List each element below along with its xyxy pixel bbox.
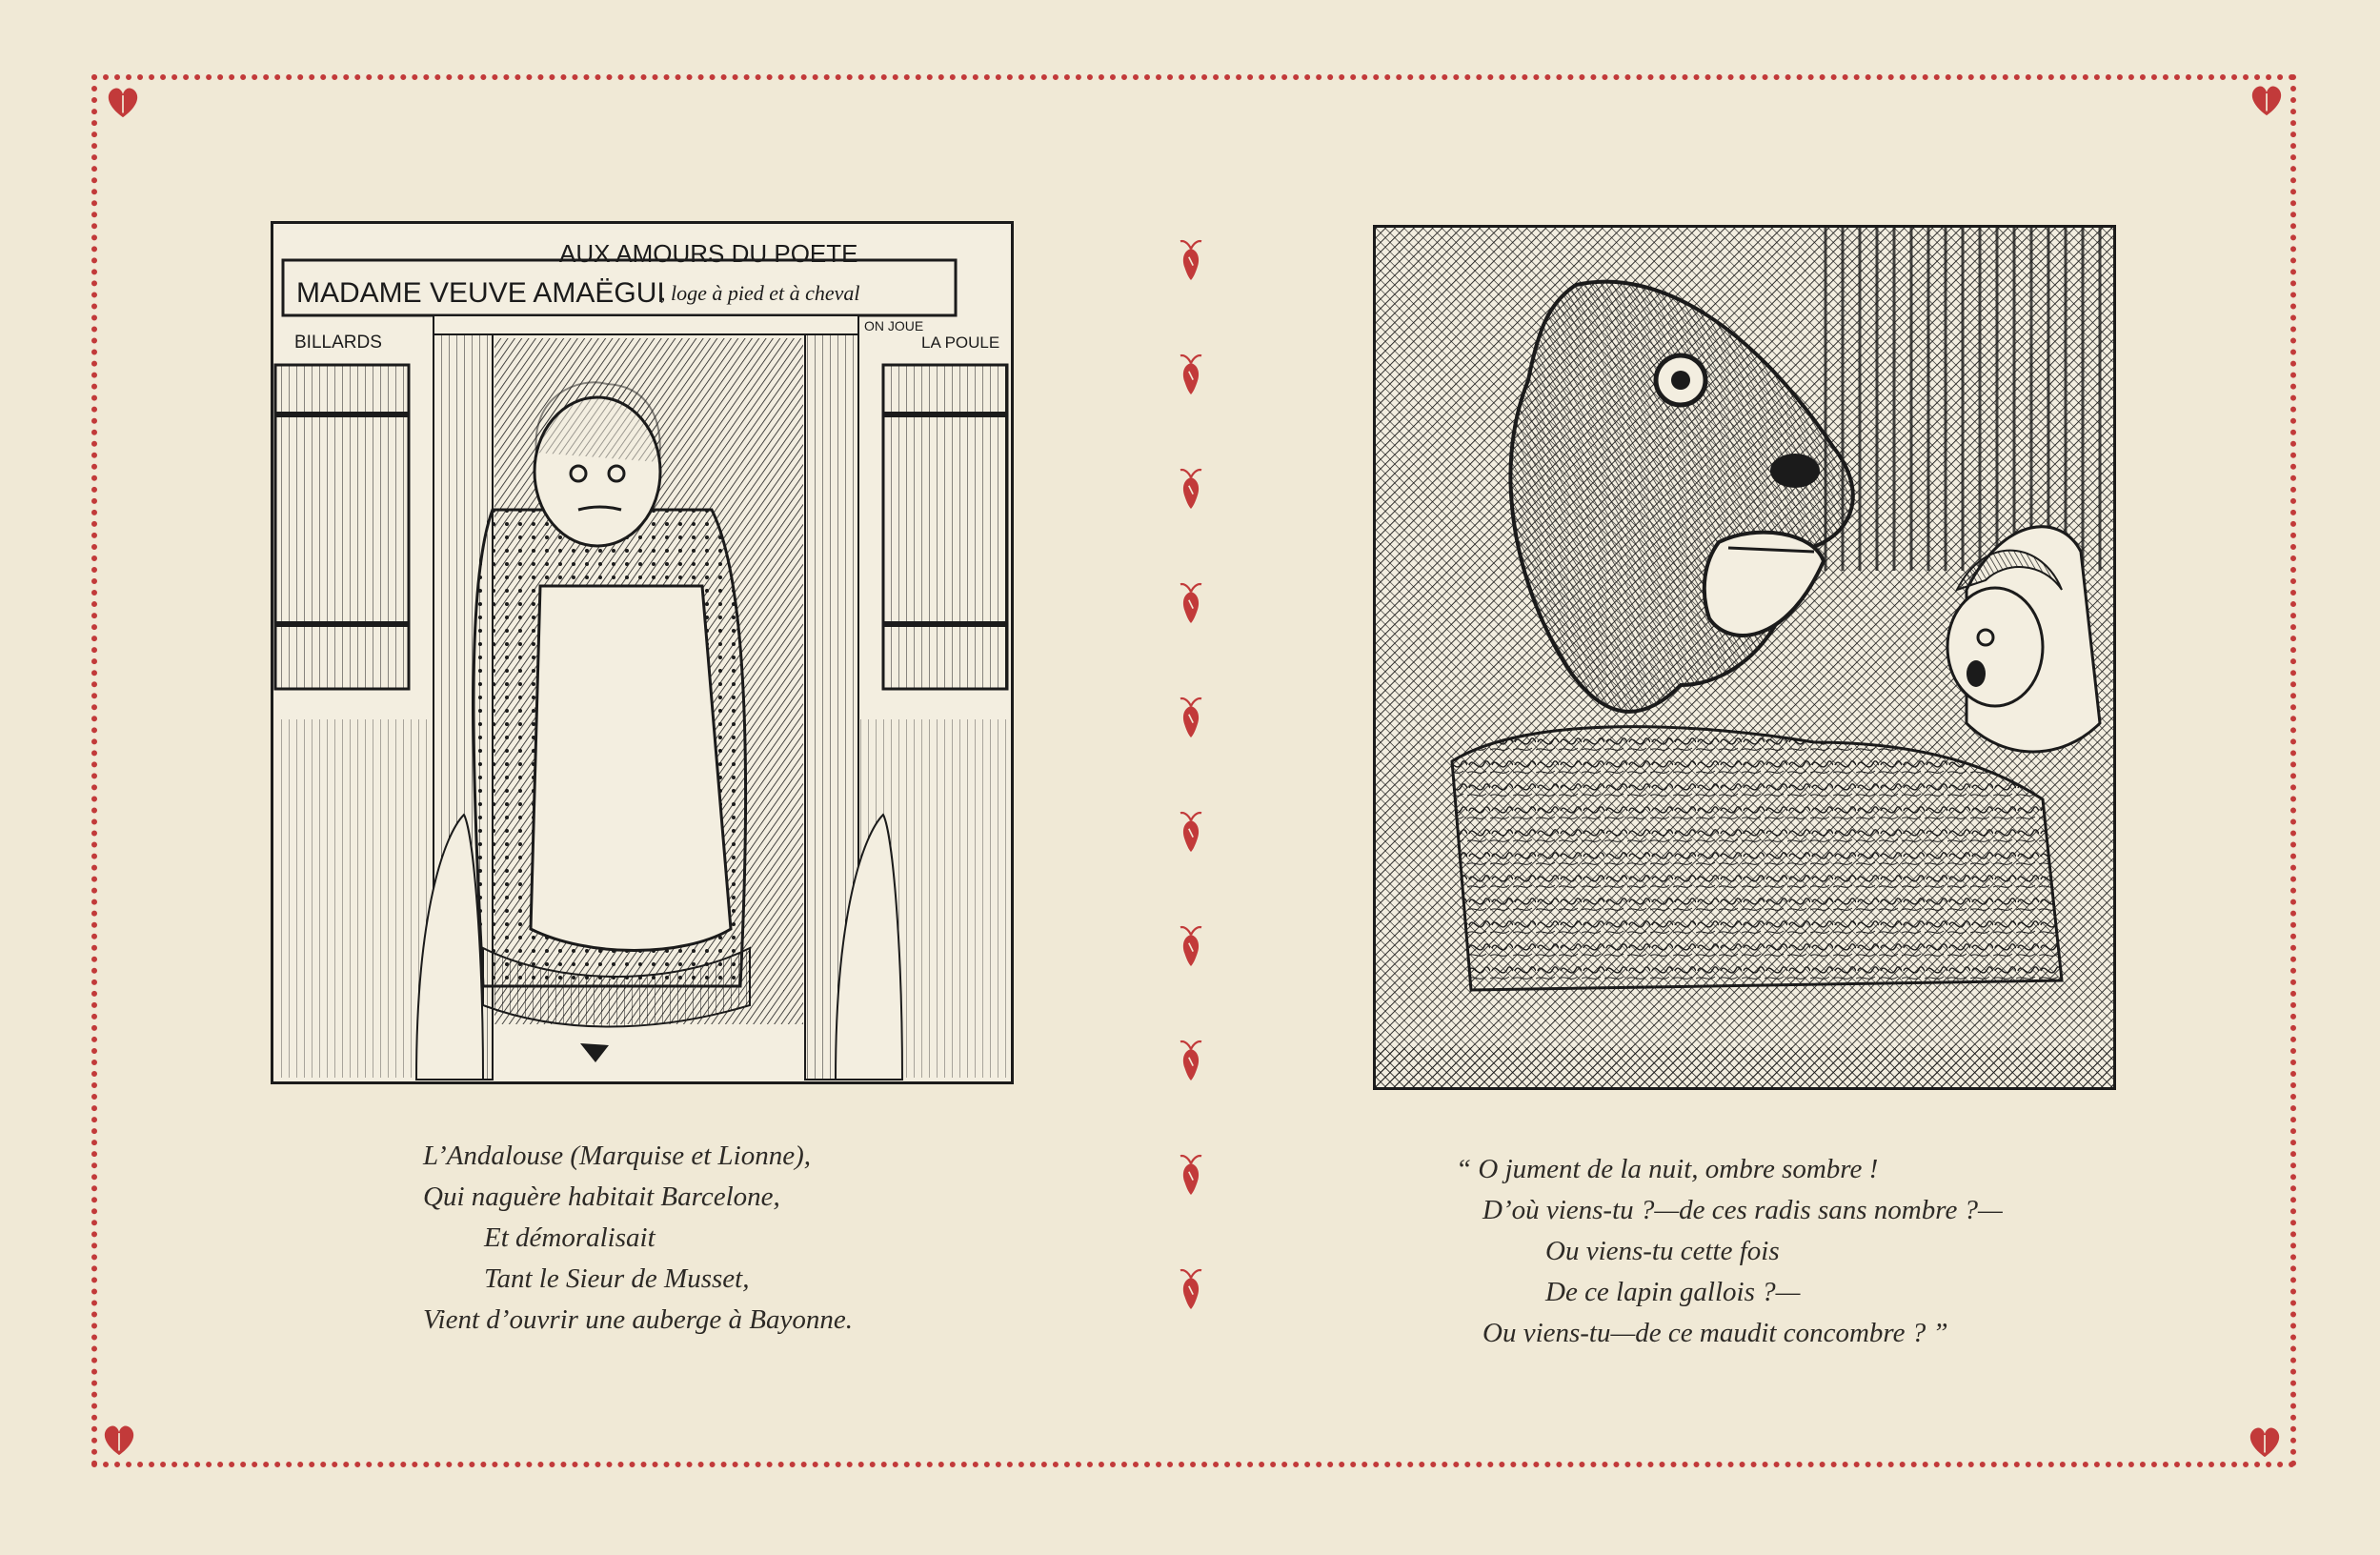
sign-billards: BILLARDS [294, 333, 382, 353]
corner-heart-leaf-icon [2243, 1420, 2287, 1464]
verse-line: “ O jument de la nuit, ombre sombre ! [1456, 1154, 1879, 1184]
radish-ornament-icon [1174, 810, 1208, 852]
corner-heart-leaf-icon [2245, 78, 2289, 122]
verse-line: Qui naguère habitait Barcelone, [423, 1181, 780, 1212]
verse-line: Vient d’ouvrir une auberge à Bayonne. [423, 1304, 853, 1335]
verse-line: Ou viens-tu—de ce maudit concombre ? ” [1482, 1318, 1948, 1348]
radish-ornament-icon [1174, 924, 1208, 966]
radish-ornament-icon [1174, 1153, 1208, 1195]
verse-line: Tant le Sieur de Musset, [484, 1263, 750, 1294]
nightmare-illustration [1373, 225, 2116, 1090]
radish-ornament-icon [1174, 238, 1208, 280]
left-verse [423, 1136, 1014, 1341]
verse-line: D’où viens-tu ?—de ces radis sans nombre ?— [1482, 1195, 2003, 1225]
radish-ornament-icon [1174, 696, 1208, 737]
verse-line: De ce lapin gallois ?— [1545, 1277, 1801, 1307]
radish-ornament-icon [1174, 353, 1208, 394]
radish-ornament-icon [1174, 581, 1208, 623]
radish-ornament-icon [1174, 1039, 1208, 1080]
sign-la-poule: LA POULE [921, 333, 1000, 352]
verse-line: L’Andalouse (Marquise et Lionne), [423, 1141, 812, 1171]
sign-on-joue: ON JOUE [864, 318, 924, 333]
sign-main-text: MADAME VEUVE AMAËGUI [296, 277, 665, 309]
right-verse [1456, 1149, 2123, 1354]
verse-line: Et démoralisait [484, 1222, 656, 1253]
sign-top-text: AUX AMOURS DU POETE [559, 239, 858, 268]
sign-sub-text: , loge à pied et à cheval [660, 281, 860, 305]
innkeeper-illustration [271, 221, 1014, 1084]
radish-ornament-icon [1174, 1267, 1208, 1309]
ornament-column [1168, 238, 1214, 1305]
radish-ornament-icon [1174, 467, 1208, 509]
corner-heart-leaf-icon [97, 1418, 141, 1462]
verse-line: Ou viens-tu cette fois [1545, 1236, 1780, 1266]
corner-heart-leaf-icon [101, 80, 145, 124]
